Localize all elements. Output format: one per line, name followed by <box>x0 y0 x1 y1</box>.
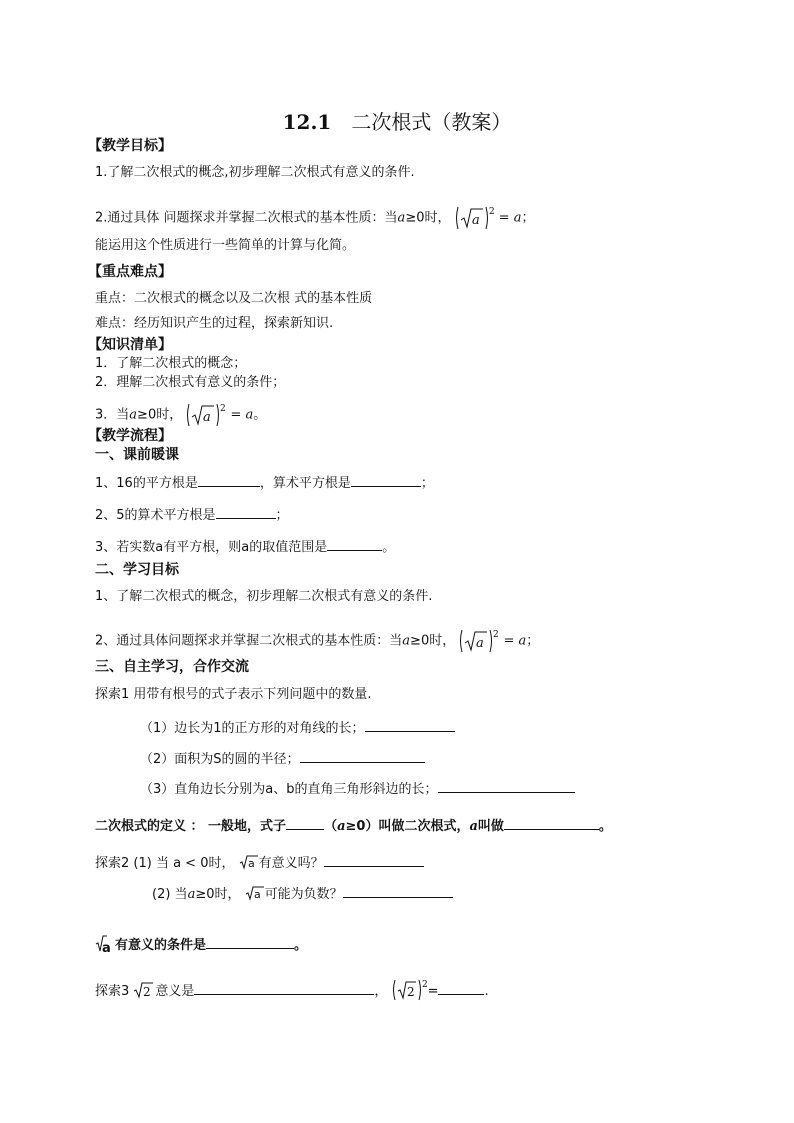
answer-blank[interactable] <box>351 474 421 487</box>
part3-heading: 三、自主学习，合作交流 <box>95 659 249 675</box>
answer-blank[interactable] <box>194 982 374 995</box>
explore-1-q1: （1）边长为1的正方形的对角线的长； <box>140 719 455 737</box>
sqrt-a-icon <box>95 934 115 954</box>
part2-heading: 二、学习目标 <box>95 562 179 578</box>
svg-text:a: a <box>102 941 111 954</box>
sqrt-a-squared-icon <box>455 205 495 231</box>
difficult-point: 难点：经历知识产生的过程，探索新知识. <box>95 316 334 331</box>
sqrt-2-icon <box>133 981 155 999</box>
answer-blank[interactable] <box>206 936 294 949</box>
goal-2: 2、通过具体问题探求并掌握二次根式的基本性质：当a≥0时， a 2 = a； <box>95 628 539 654</box>
warmup-q2: 2、5的算术平方根是 ； <box>95 508 289 523</box>
page-title <box>0 106 794 135</box>
answer-blank[interactable] <box>300 750 425 763</box>
definition: 二次根式的定义 ： 一般地，式子 （a≥0）叫做二次根式，a叫做 。 <box>95 819 612 834</box>
answer-blank[interactable] <box>324 854 424 867</box>
svg-text:a: a <box>253 888 261 901</box>
objective-2: 2.通过具体 问题探求并掌握二次根式的基本性质：当a≥0时， a 2 = a； <box>95 205 535 231</box>
knowledge-1: 1．了解二次根式的概念； <box>95 356 247 371</box>
answer-blank[interactable] <box>438 780 575 793</box>
explore-1-q2: （2）面积为S的圆的半径； <box>140 750 425 768</box>
section-key-points: 【重点难点】 <box>88 264 172 280</box>
sqrt-a-squared <box>459 628 499 654</box>
svg-text:2: 2 <box>421 980 428 990</box>
svg-text:2: 2 <box>493 630 500 640</box>
svg-text:a: a <box>476 636 485 651</box>
section-knowledge: 【知识清单】 <box>88 337 172 353</box>
warmup-q3: 3、若实数a有平方根，则a的取值范围是 。 <box>95 540 396 555</box>
objective-1: 1.了解二次根式的概念,初步理解二次根式有意义的条件. <box>95 165 415 180</box>
sqrt-a-icon <box>245 885 265 901</box>
objective-3: 能运用这个性质进行一些简单的计算与化简。 <box>95 238 356 253</box>
part1-heading: 一、课前暖课 <box>95 447 179 463</box>
warmup-q1: 1、16的平方根是 ，算术平方根是 ； <box>95 476 434 491</box>
section-process: 【教学流程】 <box>88 428 172 444</box>
key-point: 重点：二次根式的概念以及二次根 式的基本性质 <box>95 291 373 306</box>
sqrt-a-squared <box>455 205 495 231</box>
title-number: 12.1 <box>282 110 332 134</box>
answer-blank[interactable] <box>343 885 453 898</box>
answer-blank[interactable] <box>198 474 260 487</box>
svg-text:2: 2 <box>143 985 152 999</box>
answer-blank[interactable] <box>216 506 276 519</box>
explore-3: 探索3 2 意义是 ， 2 2 = . <box>95 978 489 1002</box>
sqrt-2-squared-icon <box>392 978 428 1002</box>
explore-1-q3: （3）直角边长分别为a、b的直角三角形斜边的长； <box>140 780 575 798</box>
answer-blank[interactable] <box>438 982 484 995</box>
svg-text:a: a <box>247 857 255 870</box>
svg-text:2: 2 <box>406 985 415 999</box>
title-text: 二次根式（教案） <box>351 110 512 134</box>
svg-text:2: 2 <box>220 404 227 414</box>
sqrt-a-squared-icon <box>186 402 226 428</box>
explore-2-q1: 探索2 (1) 当 a < 0时， a 有意义吗？ <box>95 854 424 872</box>
knowledge-2: 2．理解二次根式有意义的条件； <box>95 375 286 390</box>
answer-blank[interactable] <box>365 719 455 732</box>
svg-text:a: a <box>203 410 212 425</box>
knowledge-3: 3．当a≥0时， a 2 = a。 <box>95 402 266 428</box>
svg-text:a: a <box>471 213 480 228</box>
condition: a 有意义的条件是 。 <box>95 934 307 954</box>
goal-1: 1、了解二次根式的概念，初步理解二次根式有意义的条件. <box>95 589 433 604</box>
sqrt-a-icon <box>239 854 259 870</box>
explore-1: 探索1 用带有根号的式子表示下列问题中的数量. <box>95 687 372 702</box>
sqrt-a-squared <box>186 402 226 428</box>
answer-blank[interactable] <box>504 817 599 830</box>
explore-2-q2: (2) 当a≥0时， a 可能为负数？ <box>152 885 453 903</box>
answer-blank[interactable] <box>327 538 382 551</box>
sqrt-a-squared-icon <box>459 628 499 654</box>
section-objectives: 【教学目标】 <box>88 138 172 154</box>
svg-text:2: 2 <box>488 207 495 217</box>
answer-blank[interactable] <box>286 817 324 830</box>
